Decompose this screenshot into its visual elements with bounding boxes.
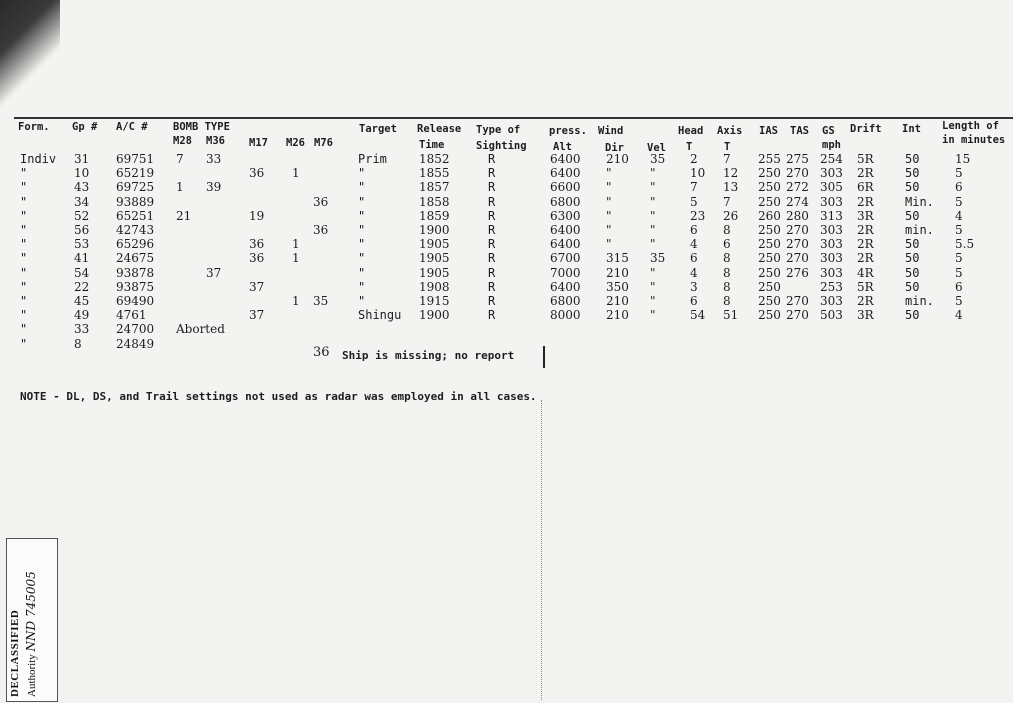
cell-ias: 250 (758, 251, 781, 266)
cell-time: 1905 (419, 237, 450, 252)
cell-gp: 53 (74, 237, 90, 252)
cell-ac: 93889 (116, 194, 155, 209)
cell-gp: 54 (74, 265, 90, 280)
cell-drift: 5R (857, 279, 874, 294)
header-m36: M36 (206, 135, 225, 147)
cell-len: 5 (955, 251, 963, 266)
cell-ac: 24675 (116, 251, 155, 266)
cell-tas: 270 (786, 237, 809, 252)
cell-alt: 8000 (550, 308, 581, 323)
cell-ac: 24700 (116, 322, 155, 337)
cell-head: 54 (690, 308, 706, 323)
cell-ias: 250 (758, 194, 781, 209)
cell-m26: 1 (292, 166, 300, 181)
cell-ias: 250 (758, 308, 781, 323)
cell-ac: 65296 (116, 237, 155, 252)
cell-alt: 6400 (550, 237, 581, 252)
cell-drift: 2R (857, 251, 874, 266)
cell-int: 50 (905, 208, 920, 223)
cell-m17: 37 (249, 308, 265, 323)
cell-ias: 250 (758, 180, 781, 195)
cell-axis: 8 (723, 265, 731, 280)
cell-alt: 6400 (550, 279, 581, 294)
cell-int: 50 (905, 237, 920, 252)
header-form: Form. (18, 121, 50, 133)
cell-time: 1905 (419, 251, 450, 266)
cell-axis: 8 (723, 279, 731, 294)
cell-gp: 10 (74, 166, 90, 181)
cell-tas: 272 (786, 180, 809, 195)
cell-target: " (358, 208, 366, 223)
stamp-authority-value: NND 745005 (24, 571, 38, 652)
cell-m28: 1 (176, 180, 184, 195)
cell-ias: 250 (758, 265, 781, 280)
header-m28: M28 (173, 135, 192, 147)
cell-wdir: " (606, 166, 612, 181)
cell-m17: 36 (249, 237, 265, 252)
cell-drift: 5R (857, 152, 874, 166)
cell-time: 1905 (419, 265, 450, 280)
cell-axis: 51 (723, 308, 739, 323)
cell-head: 3 (690, 279, 698, 294)
cell-target: " (358, 251, 366, 266)
cell-form: " (20, 251, 28, 266)
cell-target: Prim (358, 152, 387, 166)
cell-head: 4 (690, 265, 698, 280)
cell-tas: 270 (786, 251, 809, 266)
cell-len: 5 (955, 223, 963, 237)
cell-alt: 7000 (550, 265, 581, 280)
declassified-stamp (6, 538, 58, 702)
cell-axis: 26 (723, 208, 739, 223)
table-top-rule (14, 117, 1013, 119)
cell-m28: 21 (176, 208, 192, 223)
cell-tas: 280 (786, 208, 809, 223)
stamp-authority (24, 537, 38, 697)
cell-axis: 8 (723, 223, 731, 237)
cell-sight: R (488, 251, 496, 266)
footer-note: NOTE - DL, DS, and Trail settings not used as radar was employed in all cases. (20, 390, 537, 403)
cell-m26: 1 (292, 251, 300, 266)
cell-alt: 6600 (550, 180, 581, 195)
cell-ac: 65251 (116, 208, 155, 223)
cell-m28: 7 (176, 152, 184, 166)
cell-drift: 3R (857, 208, 874, 223)
cell-head: 10 (690, 166, 706, 181)
cell-len: 15 (955, 152, 971, 166)
cell-alt: 6700 (550, 251, 581, 266)
cell-wvel: " (650, 237, 656, 252)
cell-gs: 303 (820, 237, 843, 252)
cell-axis: 8 (723, 251, 731, 266)
cell-ac: 69751 (116, 152, 155, 166)
cell-drift: 2R (857, 237, 874, 252)
cell-int: min. (905, 294, 934, 308)
cell-wvel: 35 (650, 152, 666, 166)
cell-gs: 305 (820, 180, 843, 195)
cell-wvel: " (650, 180, 656, 195)
cell-m17: 36 (249, 251, 265, 266)
cell-drift: 4R (857, 265, 874, 280)
cell-head: 23 (690, 208, 706, 223)
cell-m26: 1 (292, 294, 300, 308)
header-tas: TAS (790, 125, 809, 137)
cell-wdir: 315 (606, 251, 629, 266)
cell-ac: 93878 (116, 265, 155, 280)
cell-form: Indiv (20, 152, 57, 166)
cell-m36: 37 (206, 265, 222, 280)
cell-sight: R (488, 166, 496, 181)
cell-form: " (20, 294, 28, 308)
cell-wdir: " (606, 237, 612, 252)
cell-m76: 36 (313, 194, 329, 209)
cell-len: 6 (955, 180, 963, 195)
header-gp: Gp # (72, 121, 98, 133)
cell-ias: 250 (758, 279, 781, 294)
cell-drift: 3R (857, 308, 874, 323)
cell-ias: 250 (758, 294, 781, 308)
cell-target: " (358, 279, 366, 294)
header-m26: M26 (286, 137, 305, 149)
cell-alt: 6300 (550, 208, 581, 223)
cell-wvel: 35 (650, 251, 666, 266)
cell-wvel: " (650, 223, 656, 237)
cell-wdir: " (606, 208, 612, 223)
cell-target: " (358, 294, 366, 308)
cell-tas: 270 (786, 223, 809, 237)
cell-gs: 303 (820, 194, 843, 209)
cell-gp: 49 (74, 308, 90, 323)
cell-m17: 19 (249, 208, 265, 223)
cell-wvel: " (650, 194, 656, 209)
cell-sight: R (488, 294, 496, 308)
cell-sight: R (488, 237, 496, 252)
cell-form: " (20, 223, 28, 237)
margin-mark (543, 346, 545, 368)
cell-tas: 274 (786, 194, 809, 209)
cell-drift: 2R (857, 294, 874, 308)
header-axis: Axis (717, 125, 743, 137)
cell-target: Shingu (358, 308, 402, 323)
cell-head: 4 (690, 237, 698, 252)
cell-gs: 503 (820, 308, 843, 323)
header-gs: GS (822, 125, 835, 137)
cell-form: " (20, 279, 28, 294)
header-in-minutes: in minutes (942, 134, 1006, 146)
cell-gs: 253 (820, 279, 843, 294)
cell-gp: 22 (74, 279, 90, 294)
cell-time: 1857 (419, 180, 450, 195)
header-release: Release (417, 123, 462, 135)
cell-form: " (20, 166, 28, 181)
header-axis-t: T (724, 141, 731, 153)
cell-gp: 34 (74, 194, 90, 209)
cell-ac: 24849 (116, 336, 155, 351)
header-head-t: T (686, 141, 693, 153)
cell-m28: Aborted (176, 322, 225, 337)
cell-form: " (20, 237, 28, 252)
cell-len: 5 (955, 294, 963, 308)
cell-sight: R (488, 265, 496, 280)
cell-len: 5.5 (955, 237, 975, 252)
cell-wdir: 210 (606, 294, 629, 308)
cell-sight: R (488, 279, 496, 294)
cell-gs: 303 (820, 265, 843, 280)
cell-alt: 6800 (550, 294, 581, 308)
cell-ac: 4761 (116, 308, 147, 323)
cell-int: 50 (905, 166, 920, 181)
cell-axis: 6 (723, 237, 731, 252)
header-alt: Alt (553, 141, 572, 153)
cell-time: 1852 (419, 152, 450, 166)
cell-m76: 36 (313, 223, 329, 237)
cell-target: " (358, 166, 366, 181)
cell-gp: 45 (74, 294, 90, 308)
header-m17: M17 (249, 137, 268, 149)
cell-alt: 6400 (550, 223, 581, 237)
cell-form: " (20, 322, 28, 337)
cell-time: 1859 (419, 208, 450, 223)
cell-ac: 69490 (116, 294, 155, 308)
cell-axis: 8 (723, 294, 731, 308)
cell-wvel: " (650, 208, 656, 223)
cell-tas: 276 (786, 265, 809, 280)
cell-gs: 303 (820, 294, 843, 308)
cell-drift: 6R (857, 180, 874, 195)
header-wind: Wind (598, 125, 624, 137)
cell-int: min. (905, 223, 934, 237)
cell-len: 5 (955, 194, 963, 209)
cell-time: 1908 (419, 279, 450, 294)
cell-form: " (20, 208, 28, 223)
cell-gp: 31 (74, 152, 90, 166)
cell-form: " (20, 265, 28, 280)
cell-time: 1900 (419, 223, 450, 237)
cell-axis: 13 (723, 180, 739, 195)
cell-head: 6 (690, 251, 698, 266)
cell-int: 50 (905, 152, 920, 166)
cell-target: " (358, 265, 366, 280)
cell-gs: 303 (820, 223, 843, 237)
cell-m26: 1 (292, 237, 300, 252)
cell-alt: 6400 (550, 166, 581, 181)
cell-gp: 41 (74, 251, 90, 266)
cell-m17: 37 (249, 279, 265, 294)
cell-gs: 254 (820, 152, 843, 166)
cell-form: " (20, 308, 28, 323)
cell-sight: R (488, 308, 496, 323)
cell-drift: 2R (857, 194, 874, 209)
header-length: Length of (942, 120, 999, 132)
cell-ac: 42743 (116, 223, 155, 237)
scan-shadow (0, 0, 60, 120)
cell-wdir: " (606, 194, 612, 209)
cell-ias: 255 (758, 152, 781, 166)
cell-wdir: " (606, 223, 612, 237)
header-m76: M76 (314, 137, 333, 149)
cell-alt: 6800 (550, 194, 581, 209)
cell-wdir: 350 (606, 279, 629, 294)
cell-gp: 8 (74, 336, 82, 351)
cell-wdir: 210 (606, 152, 629, 166)
cell-tas: 270 (786, 308, 809, 323)
cell-sight: R (488, 152, 496, 166)
cell-int: 50 (905, 251, 920, 266)
cell-int: 50 (905, 279, 920, 294)
cell-head: 6 (690, 294, 698, 308)
cell-sight: R (488, 208, 496, 223)
cell-sight: R (488, 180, 496, 195)
cell-len: 5 (955, 166, 963, 181)
cell-m36: 39 (206, 180, 222, 195)
cell-wdir: 210 (606, 308, 629, 323)
cell-head: 6 (690, 223, 698, 237)
header-release-time: Time (419, 139, 445, 151)
stamp-title: DECLASSIFIED (9, 609, 21, 697)
cell-target: " (358, 194, 366, 209)
header-wind-vel: Vel (647, 142, 666, 154)
cell-gs: 303 (820, 251, 843, 266)
cell-wvel: " (650, 166, 656, 181)
cell-len: 5 (955, 265, 963, 280)
cell-axis: 7 (723, 194, 731, 209)
header-head: Head (678, 125, 704, 137)
cell-int: 50 (905, 265, 920, 280)
cell-target: " (358, 237, 366, 252)
cell-axis: 12 (723, 166, 739, 181)
header-ias: IAS (759, 125, 778, 137)
cell-wvel: " (650, 265, 656, 280)
cell-len: 6 (955, 279, 963, 294)
cell-int: Min. (905, 194, 934, 209)
cell-gp: 33 (74, 322, 90, 337)
cell-time: 1858 (419, 194, 450, 209)
missing-note: Ship is missing; no report (342, 349, 515, 362)
cell-axis: 7 (723, 152, 731, 166)
header-target: Target (359, 123, 397, 135)
header-sighting: Sighting (476, 140, 527, 152)
cell-m76: 35 (313, 294, 329, 308)
cell-gs: 313 (820, 208, 843, 223)
cell-len: 4 (955, 308, 963, 323)
cell-m36: 33 (206, 152, 222, 166)
cell-wvel: " (650, 294, 656, 308)
cell-time: 1855 (419, 166, 450, 181)
cell-int: 50 (905, 308, 920, 323)
cell-head: 7 (690, 180, 698, 195)
cell-form: " (20, 336, 28, 351)
header-bomb-type: BOMB TYPE (173, 121, 230, 133)
cell-target: " (358, 180, 366, 195)
cell-wvel: " (650, 308, 656, 323)
cell-m17: 36 (249, 166, 265, 181)
header-press: press. (549, 125, 587, 137)
cell-form: " (20, 180, 28, 195)
cell-target: " (358, 223, 366, 237)
stamp-authority-label: Authority (26, 654, 38, 697)
cell-len: 4 (955, 208, 963, 223)
cell-sight: R (488, 194, 496, 209)
header-mph: mph (822, 139, 841, 151)
cell-gp: 43 (74, 180, 90, 195)
missing-count: 36 (313, 345, 330, 360)
header-wind-dir: Dir (605, 142, 624, 154)
cell-head: 5 (690, 194, 698, 209)
cell-time: 1915 (419, 294, 450, 308)
header-int: Int (902, 123, 921, 135)
cell-wdir: 210 (606, 265, 629, 280)
cell-tas: 270 (786, 166, 809, 181)
header-ac: A/C # (116, 121, 148, 133)
cell-drift: 2R (857, 166, 874, 181)
cell-tas: 270 (786, 294, 809, 308)
cell-sight: R (488, 223, 496, 237)
cell-ac: 65219 (116, 166, 155, 181)
cell-drift: 2R (857, 223, 874, 237)
cell-gp: 56 (74, 223, 90, 237)
fold-line (541, 400, 543, 700)
cell-wvel: " (650, 279, 656, 294)
header-type-of: Type of (476, 124, 521, 136)
cell-head: 2 (690, 152, 698, 166)
cell-ac: 93875 (116, 279, 155, 294)
cell-gs: 303 (820, 166, 843, 181)
cell-ias: 250 (758, 223, 781, 237)
header-drift: Drift (850, 123, 882, 135)
cell-ias: 260 (758, 208, 781, 223)
cell-ac: 69725 (116, 180, 155, 195)
cell-ias: 250 (758, 166, 781, 181)
cell-time: 1900 (419, 308, 450, 323)
cell-ias: 250 (758, 237, 781, 252)
cell-wdir: " (606, 180, 612, 195)
cell-gp: 52 (74, 208, 90, 223)
cell-form: " (20, 194, 28, 209)
cell-tas: 275 (786, 152, 809, 166)
cell-int: 50 (905, 180, 920, 195)
cell-alt: 6400 (550, 152, 581, 166)
